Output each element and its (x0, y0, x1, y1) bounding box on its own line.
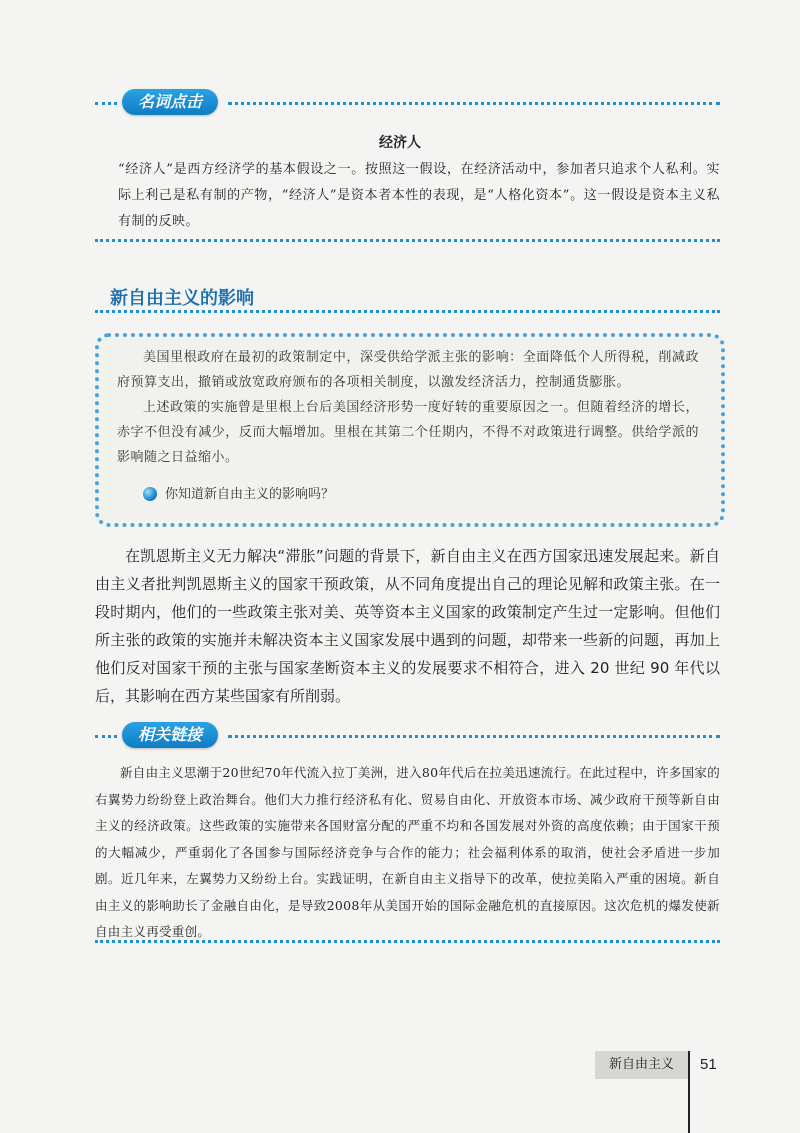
term-box-tag: 名词点击 (122, 89, 218, 115)
footer-chapter-label: 新自由主义 (595, 1051, 688, 1079)
section-heading: 新自由主义的影响 (110, 288, 254, 309)
link-box-bottom-rule (95, 940, 720, 943)
term-box-top-rule-left (95, 102, 117, 105)
question-bullet-icon (143, 487, 157, 501)
link-text: 新自由主义思潮于20世纪70年代流入拉丁美洲，进入80年代后在拉美迅速流行。在此过程中，许多国家的右翼势力纷纷登上政治舞台。他们大力推行经济私有化、贸易自由化、开放资本市场、减少政府干预等新自由主义的经济政策。这些政策的实施带来各国财富分配的严重不均和各国发展对外资的高度依赖；由于国家干预的大幅减少，严重弱化了各国参与国际经济竞争与合作的能力；社会福利体系的取消，使社会矛盾进一步加剧。近几年来，左翼势力又纷纷上台。实践证明，在新自由主义指导下的改革，使拉美陷入严重的困境。新自由主义的影响助长了金融自由化，是导致2008年从美国开始的国际金融危机的直接原因。这次危机的爆发使新自由主义再受重创。 (95, 765, 720, 939)
case-box (95, 333, 725, 527)
link-box-tag: 相关链接 (122, 722, 218, 748)
page-number: 51 (700, 1056, 717, 1073)
link-box-top-rule-right (228, 735, 720, 738)
term-title: 经济人 (379, 135, 421, 151)
case-question: 你知道新自由主义的影响吗？ (165, 487, 335, 502)
case-paragraph-2: 上述政策的实施曾是里根上台后美国经济形势一度好转的重要原因之一。但随着经济的增长，赤字不但没有减少，反而大幅增加。里根在其第二个任期内，不得不对政策进行调整。供给学派的影响随之日益缩小。 (117, 400, 699, 465)
body-paragraph: 在凯恩斯主义无力解决“滞胀”问题的背景下，新自由主义在西方国家迅速发展起来。新自由主义者批判凯恩斯主义的国家干预政策，从不同角度提出自己的理论见解和政策主张。在一段时期内，他们的一些政策主张对美、英等资本主义国家的政策制定产生过一定影响。但他们所主张的政策的实施并未解决资本主义国家发展中遇到的问题，却带来一些新的问题，再加上他们反对国家干预的主张与国家垄断资本主义的发展要求不相符合，进入 20 世纪 90 年代以后，其影响在西方某些国家有所削弱。 (95, 547, 720, 705)
case-paragraph-1: 美国里根政府在最初的政策制定中，深受供给学派主张的影响：全面降低个人所得税，削减政府预算支出，撤销或放宽政府颁布的各项相关制度，以激发经济活力，控制通货膨胀。 (117, 350, 699, 390)
term-box-bottom-rule (95, 239, 720, 242)
section-heading-rule (95, 310, 720, 313)
term-text: “经济人”是西方经济学的基本假设之一。按照这一假设，在经济活动中，参加者只追求个人私利。实际上利己是私有制的产物，“经济人”是资本者本性的表现，是“人格化资本”。这一假设是资本主义私有制的反映。 (118, 162, 720, 229)
footer-divider (688, 1051, 690, 1133)
link-box-top-rule-left (95, 735, 117, 738)
term-box-top-rule-right (228, 102, 720, 105)
